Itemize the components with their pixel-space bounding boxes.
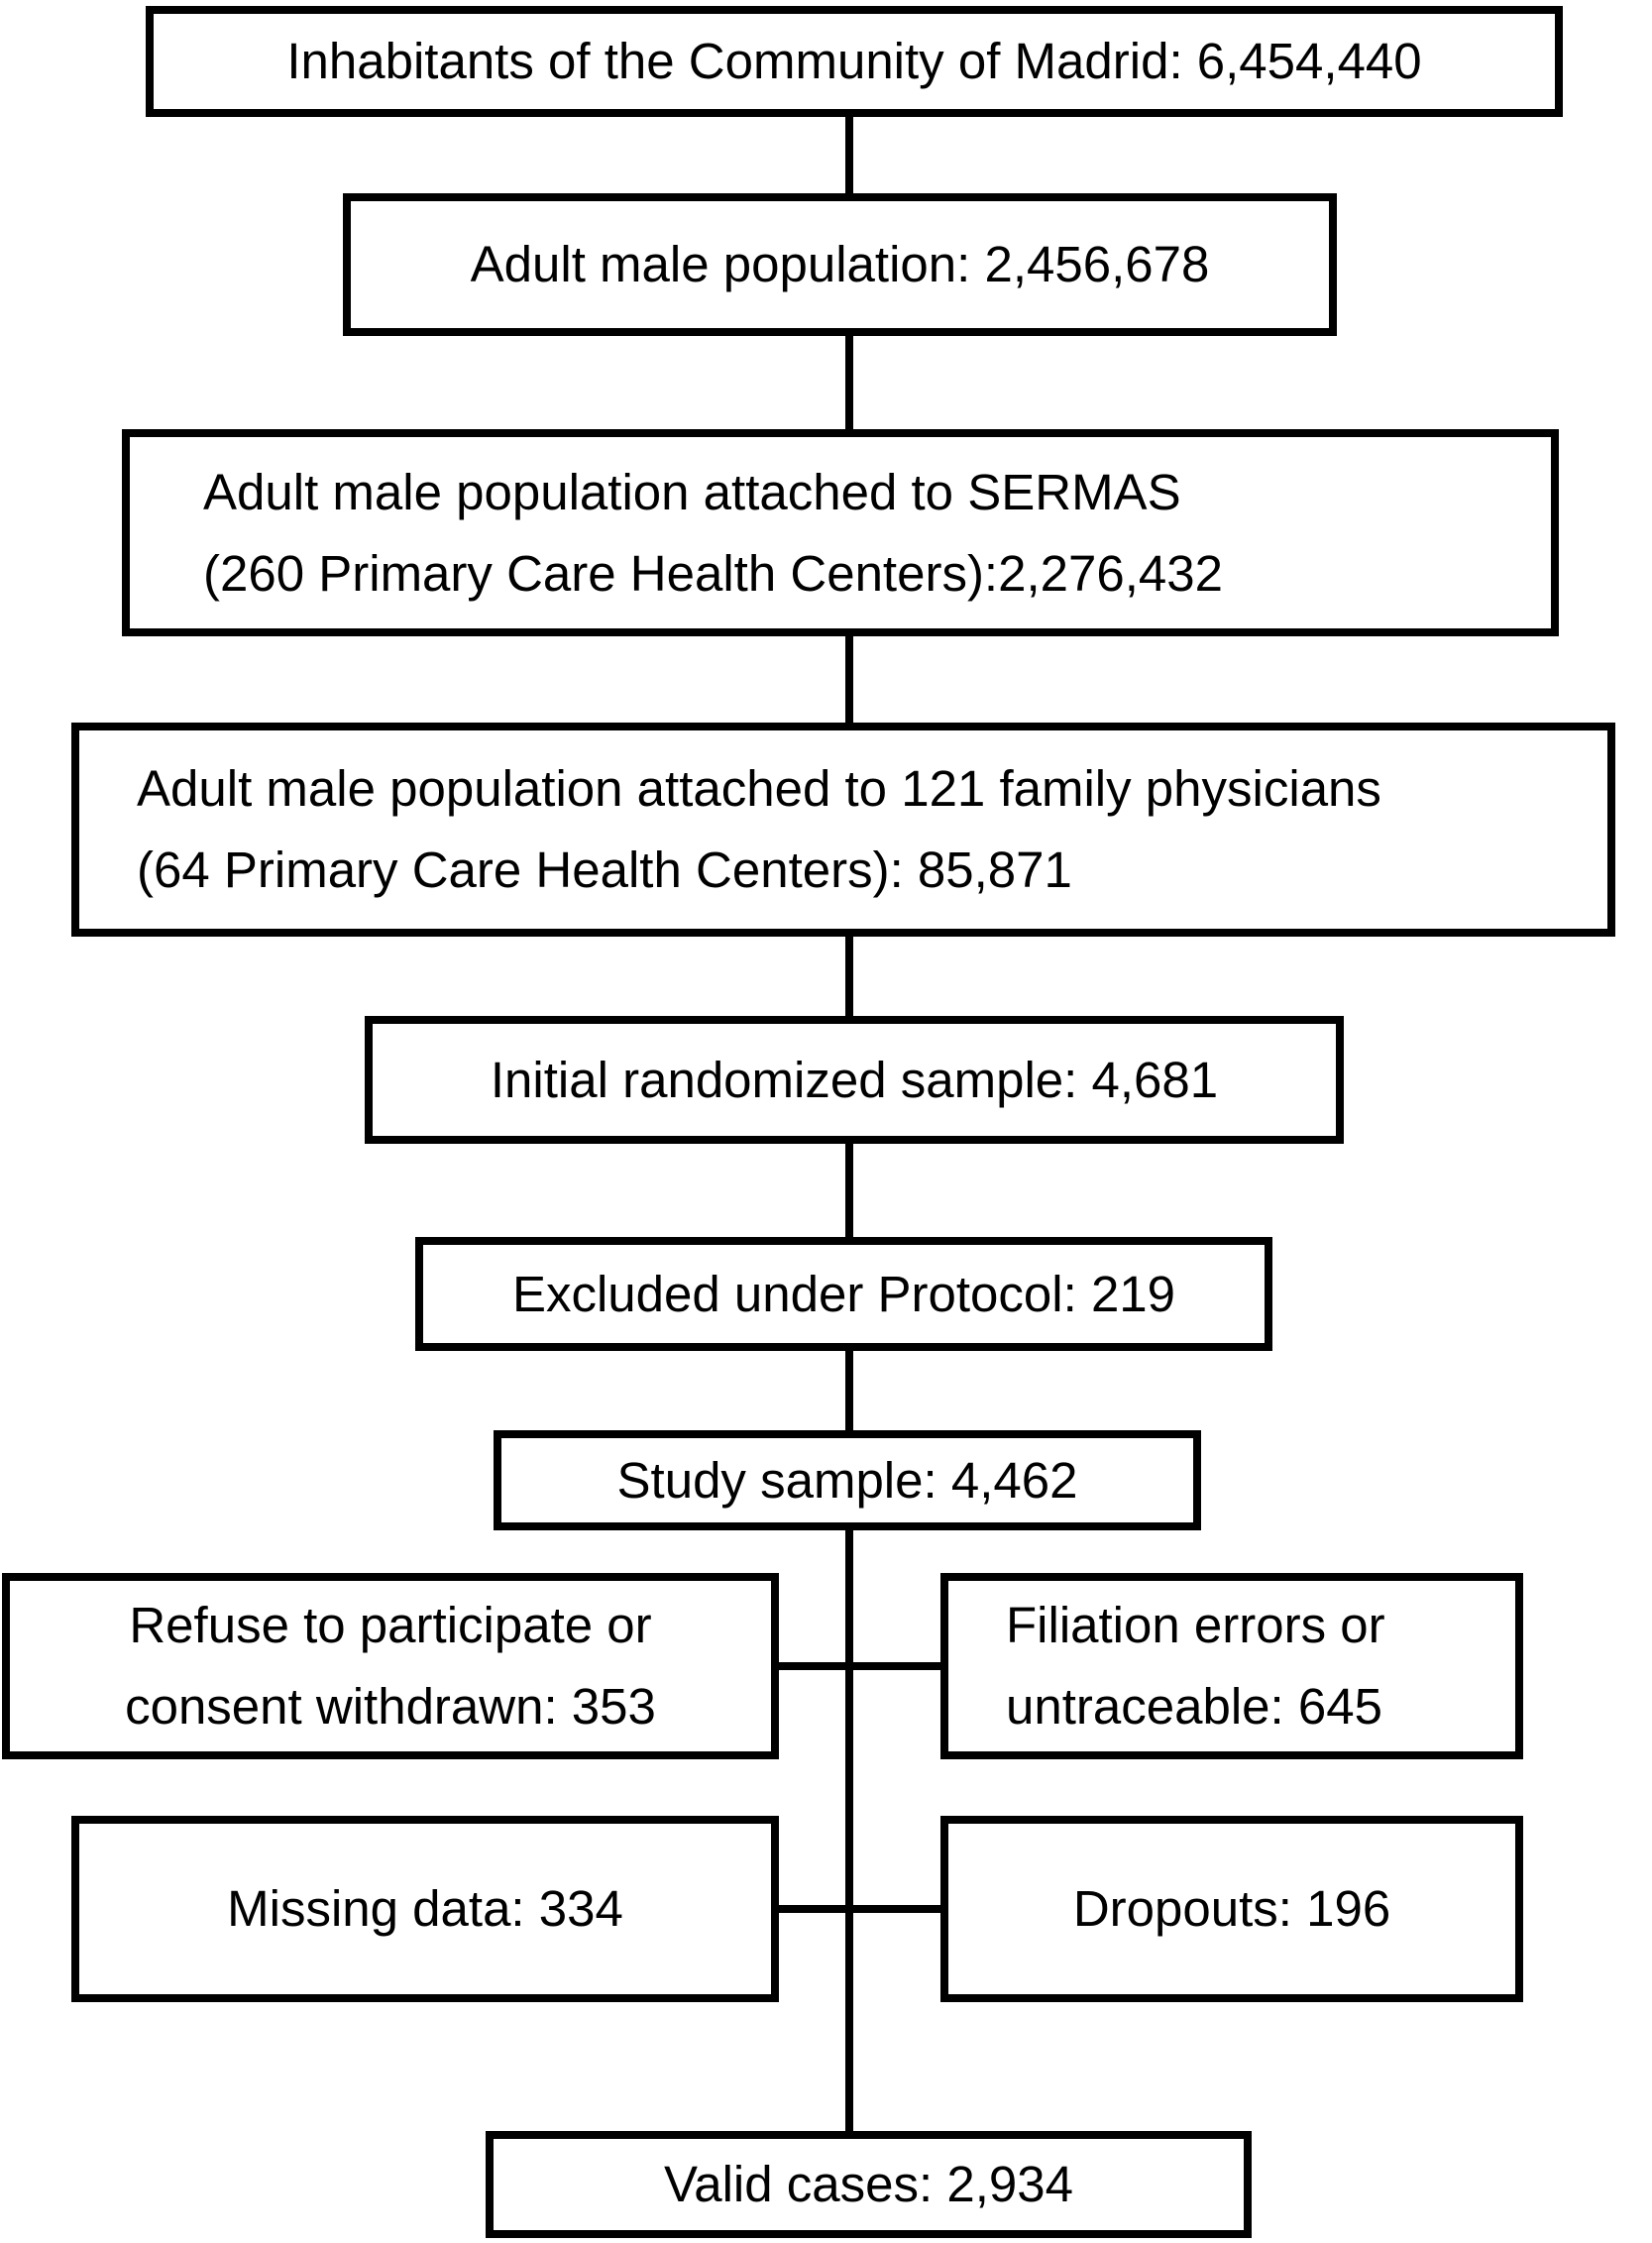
- box-dropouts: [940, 1816, 1523, 2002]
- box-refuse-line1: Refuse to participate or: [129, 1597, 652, 1654]
- box-family-physicians-population: [71, 723, 1615, 937]
- box-sermas-population-line1: Adult male population attached to SERMAS: [203, 463, 1181, 520]
- box-sermas-population-line2: (260 Primary Care Health Centers):2,276,432: [203, 544, 1223, 602]
- box-inhabitants: [146, 6, 1563, 117]
- box-initial-randomized-sample: [365, 1016, 1344, 1144]
- box-missing-data-text: Missing data: 334: [227, 1880, 623, 1938]
- connector-inhabitants-to-adult-male: [845, 117, 853, 193]
- connector-excluded-to-study-sample: [845, 1351, 853, 1430]
- box-adult-male-population-text: Adult male population: 2,456,678: [470, 236, 1210, 293]
- box-valid-cases-text: Valid cases: 2,934: [664, 2156, 1073, 2213]
- box-filiation-errors-untraceable: [940, 1573, 1523, 1759]
- connector-initial-sample-to-excluded: [845, 1144, 853, 1237]
- connector-sermas-to-family-physicians: [845, 636, 853, 723]
- box-initial-randomized-sample-text: Initial randomized sample: 4,681: [490, 1051, 1219, 1108]
- box-family-physicians-line1: Adult male population attached to 121 family physicians: [137, 760, 1381, 818]
- connector-row1-horizontal: [779, 1662, 940, 1670]
- box-excluded-under-protocol: [415, 1237, 1272, 1351]
- box-study-sample: [494, 1430, 1201, 1530]
- box-refuse-or-consent-withdrawn: [2, 1573, 779, 1759]
- box-excluded-under-protocol-text: Excluded under Protocol: 219: [511, 1265, 1176, 1322]
- box-filiation-line1: Filiation errors or: [1006, 1597, 1385, 1654]
- box-family-physicians-line2: (64 Primary Care Health Centers): 85,871: [137, 841, 1072, 898]
- connector-row2-horizontal: [779, 1905, 940, 1913]
- connector-family-physicians-to-initial-sample: [845, 937, 853, 1016]
- box-dropouts-text: Dropouts: 196: [1072, 1880, 1391, 1938]
- box-filiation-line2: untraceable: 645: [1006, 1678, 1382, 1735]
- box-missing-data: [71, 1816, 779, 2002]
- box-refuse-line2: consent withdrawn: 353: [125, 1678, 656, 1735]
- box-inhabitants-text: Inhabitants of the Community of Madrid: 6,454,440: [286, 33, 1422, 90]
- box-adult-male-population: [343, 193, 1337, 336]
- connector-central-spine: [845, 1530, 853, 2131]
- box-sermas-population: [122, 429, 1559, 636]
- box-valid-cases: [486, 2131, 1252, 2238]
- connector-adult-male-to-sermas: [845, 336, 853, 429]
- box-study-sample-text: Study sample: 4,462: [616, 1451, 1078, 1509]
